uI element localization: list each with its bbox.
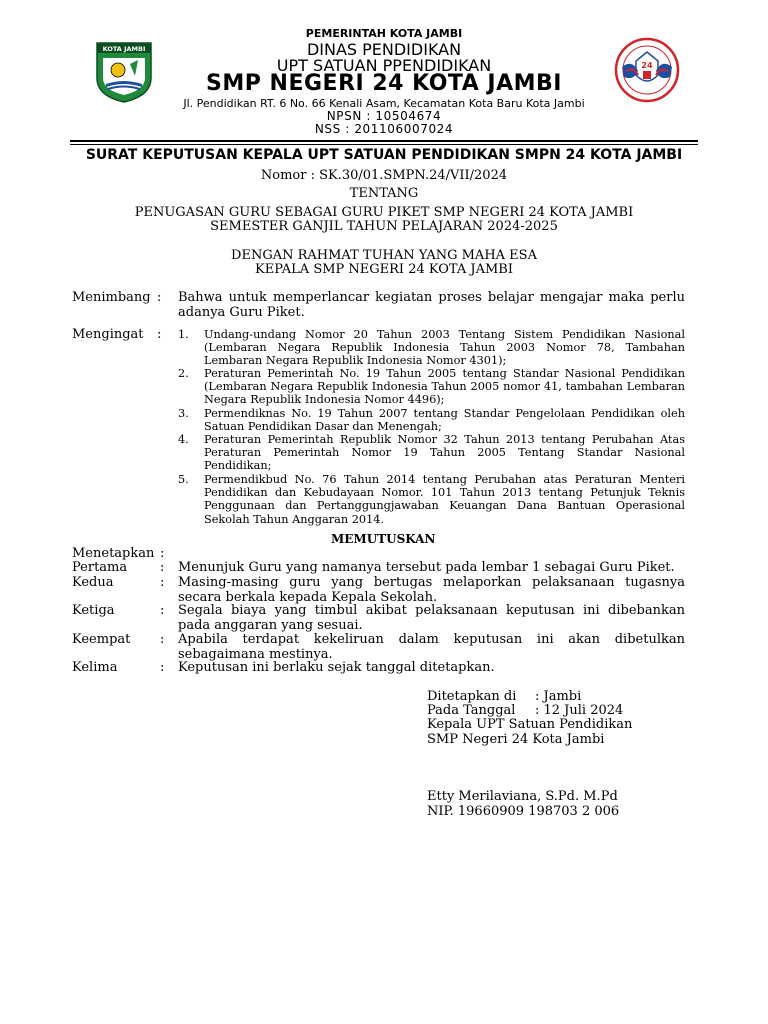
decision-label-pertama: Pertama <box>72 560 128 575</box>
decision-text-pertama: Menunjuk Guru yang namanya tersebut pada lembar 1 sebagai Guru Piket. <box>178 560 675 575</box>
decision-text-ketiga: Segala biaya yang timbul akibat pelaksanaan keputusan ini dibebankan pada anggaran yang sesuai. <box>178 603 685 633</box>
item-text: Undang-undang Nomor 20 Tahun 2003 Tentang Sistem Pendidikan Nasional (Lembaran Negara Republik Indonesia Tahun 2003 Nomor 78, Tambahan Lembaran Negara Republik Indonesia Nomor 4301); <box>204 328 685 368</box>
decision-colon: : <box>160 603 165 618</box>
emblem-caption: KOTA JAMBI <box>102 45 146 53</box>
menetapkan-label: Menetapkan <box>72 546 155 561</box>
decision-colon: : <box>160 660 165 675</box>
tanggal-value: : 12 Juli 2024 <box>535 703 624 718</box>
mengingat-item-1 <box>178 328 685 368</box>
mengingat-label: Mengingat <box>72 327 144 342</box>
decision-label-keempat: Keempat <box>72 632 131 647</box>
decision-label-ketiga: Ketiga <box>72 603 115 618</box>
subject-line-1: PENUGASAN GURU SEBAGAI GURU PIKET SMP NEGERI 24 KOTA JAMBI <box>134 205 634 220</box>
subject-line-2: SEMESTER GANJIL TAHUN PELAJARAN 2024-2025 <box>210 219 558 234</box>
mengingat-item-5 <box>178 473 685 526</box>
decision-colon: : <box>160 575 165 590</box>
item-text: Peraturan Pemerintah Republik Nomor 32 Tahun 2013 tentang Perubahan Atas Peraturan Pemerintah Nomor 19 Tahun 2005 Tentang Standar Nasional Pendidikan; <box>204 433 685 473</box>
tentang-heading: TENTANG <box>349 186 419 201</box>
item-number: 5. <box>178 473 189 486</box>
decree-title: SURAT KEPUTUSAN KEPALA UPT SATUAN PENDIDIKAN SMPN 24 KOTA JAMBI <box>85 147 683 163</box>
mengingat-item-4 <box>178 433 685 473</box>
ditetapkan-label: Ditetapkan di <box>427 689 517 704</box>
rahmat-line-1: DENGAN RAHMAT TUHAN YANG MAHA ESA <box>231 248 537 263</box>
decree-number: Nomor : SK.30/01.SMPN.24/VII/2024 <box>260 168 508 183</box>
item-text: Peraturan Pemerintah No. 19 Tahun 2005 tentang Standar Nasional Pendidikan (Lembaran Negara Republik Indonesia Tahun 2005 nomor 41, tambahan Lembaran Negara Republik Indonesia Nomor 4496); <box>204 367 685 407</box>
decision-text-keempat: Apabila terdapat kekeliruan dalam keputusan ini akan dibetulkan sebagaimana mestinya. <box>178 632 685 662</box>
item-number: 1. <box>178 328 189 341</box>
logo-number: 24 <box>641 61 653 70</box>
letterhead-divider-thick <box>70 140 698 142</box>
npsn: NPSN : 10504674 <box>326 109 442 123</box>
menetapkan-colon: : <box>160 546 165 561</box>
menimbang-text: Bahwa untuk memperlancar kegiatan proses belajar mengajar maka perlu adanya Guru Piket. <box>178 290 685 320</box>
unit-name: UPT SATUAN PPENDIDIKAN <box>276 56 492 75</box>
item-text: Permendikbud No. 76 Tahun 2014 tentang Perubahan atas Peraturan Menteri Pendidikan dan Kebudayaan Nomor. 101 Tahun 2013 tentang Petunjuk Teknis Penggunaan dan Pertanggungjawaban Keuangan Dana Bantuan Operasional Sekolah Tahun Anggaran 2014. <box>204 473 685 526</box>
tanggal-label: Pada Tanggal <box>427 703 516 718</box>
decision-colon: : <box>160 560 165 575</box>
decision-label-kedua: Kedua <box>72 575 114 590</box>
letterhead-divider-thin <box>70 144 698 145</box>
school-address: Jl. Pendidikan RT. 6 No. 66 Kenali Asam, Kecamatan Kota Baru Kota Jambi <box>183 97 585 110</box>
ditetapkan-value: : Jambi <box>535 689 582 704</box>
decision-label-kelima: Kelima <box>72 660 118 675</box>
decision-text-kedua: Masing-masing guru yang bertugas melaporkan pelaksanaan tugasnya secara berkala kepada Kepala Sekolah. <box>178 575 685 605</box>
mengingat-item-3 <box>178 407 685 434</box>
item-number: 4. <box>178 433 189 446</box>
dept-name: DINAS PENDIDIKAN <box>306 40 462 59</box>
memutuskan-heading: MEMUTUSKAN <box>331 532 436 546</box>
signer-position-1: Kepala UPT Satuan Pendidikan <box>427 717 633 732</box>
menimbang-label: Menimbang <box>72 290 151 305</box>
signer-name: Etty Merilaviana, S.Pd. M.Pd <box>427 789 618 804</box>
item-text: Permendiknas No. 19 Tahun 2007 tentang Standar Pengelolaan Pendidikan oleh Satuan Pendidikan Dasar dan Menengah; <box>204 407 685 434</box>
mengingat-item-2 <box>178 367 685 407</box>
school-name: SMP NEGERI 24 KOTA JAMBI <box>206 71 562 96</box>
mengingat-colon: : <box>157 327 162 342</box>
decision-colon: : <box>160 632 165 647</box>
nss: NSS : 201106007024 <box>314 122 454 136</box>
signer-nip: NIP. 19660909 198703 2 006 <box>427 804 620 819</box>
school-logo-icon <box>612 37 682 103</box>
menimbang-colon: : <box>157 290 162 305</box>
signer-position-2: SMP Negeri 24 Kota Jambi <box>427 732 605 747</box>
letterhead <box>0 0 768 148</box>
item-number: 3. <box>178 407 189 420</box>
rahmat-line-2: KEPALA SMP NEGERI 24 KOTA JAMBI <box>255 262 513 277</box>
item-number: 2. <box>178 367 189 380</box>
decision-text-kelima: Keputusan ini berlaku sejak tanggal ditetapkan. <box>178 660 495 675</box>
gov-name: PEMERINTAH KOTA JAMBI <box>305 27 463 40</box>
